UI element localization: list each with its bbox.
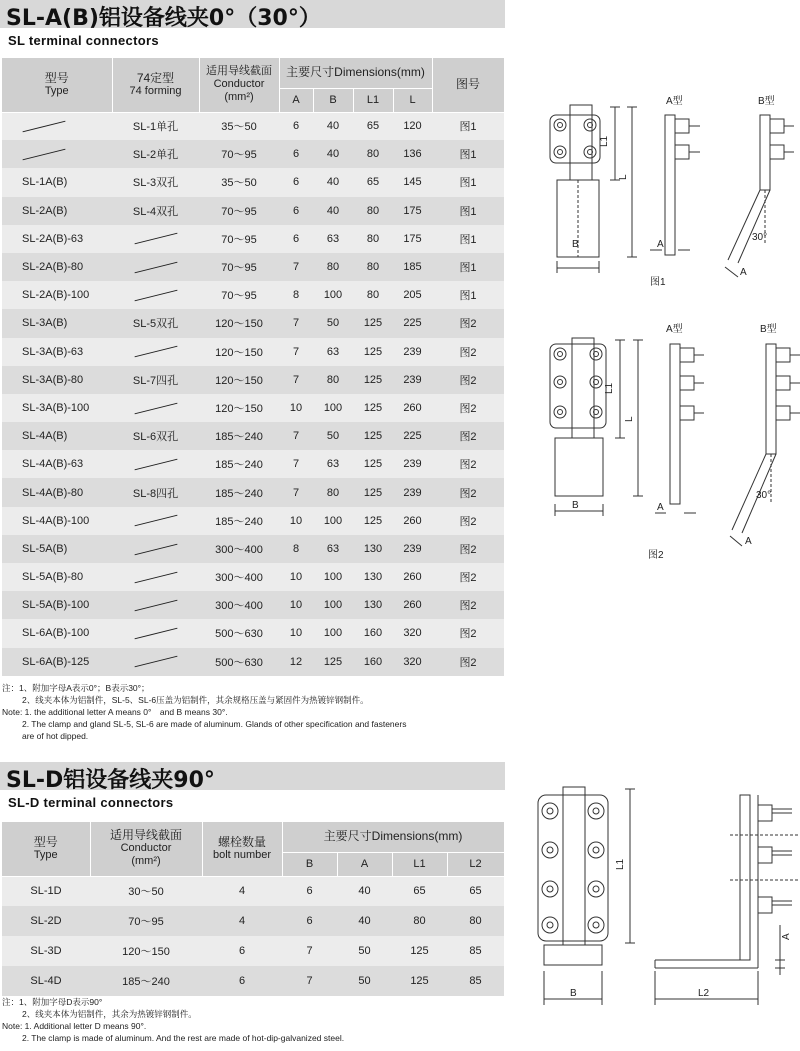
not-applicable-mark: [134, 628, 177, 640]
dim-a-cell: 6: [279, 112, 313, 140]
dim-l1-cell: 160: [353, 619, 393, 647]
dim-l-cell: 260: [393, 394, 432, 422]
table-row: [2, 563, 504, 591]
col-header-forming: 74定型 74 forming: [112, 58, 199, 112]
section2-note-4: 2. The clamp is made of aluminum. And the rest are made of hot-dip-galvanized steel.: [22, 1033, 345, 1043]
dim-a-cell: 12: [279, 648, 313, 676]
dim-l1-cell: 80: [353, 140, 393, 168]
forming-cell: [112, 507, 199, 535]
dim-a-cell: 10: [279, 507, 313, 535]
dim-l1-cell: 130: [353, 591, 393, 619]
dim-b-cell: 40: [313, 168, 353, 196]
figd-l1-label: L1: [615, 858, 626, 870]
section2-note-3: Note: 1. Additional letter D means 90°.: [2, 1021, 147, 1031]
dim-b-cell: 7: [282, 936, 337, 966]
conductor-cell: 70～95: [199, 281, 279, 309]
dim-l1-cell: 125: [353, 507, 393, 535]
conductor-cell: 70～95: [90, 906, 202, 936]
dim-l1-cell: 125: [353, 478, 393, 506]
table-row: [2, 966, 504, 996]
conductor-cell: 185～240: [199, 422, 279, 450]
fig2-l1-label: L1: [604, 382, 615, 394]
figd-a-label: A: [781, 933, 792, 940]
dim-b-cell: 63: [313, 338, 353, 366]
forming-cell: SL-1单孔: [112, 112, 199, 140]
figure-cell: 图2: [432, 591, 504, 619]
figd-b-label: B: [570, 988, 577, 999]
table-row: [2, 281, 504, 309]
forming-cell: SL-2单孔: [112, 140, 199, 168]
dim-b-cell: 100: [313, 507, 353, 535]
bolt-count-cell: 4: [202, 876, 282, 906]
conductor-cell: 185～240: [199, 450, 279, 478]
dim-l-cell: 175: [393, 197, 432, 225]
conductor-cell: 35～50: [199, 168, 279, 196]
col-header-b: B: [313, 88, 353, 112]
table-row: [2, 366, 504, 394]
dim-l2-cell: 80: [447, 906, 504, 936]
dim-a-cell: 40: [337, 906, 392, 936]
d-col-header-bolts: 螺栓数量 bolt number: [202, 822, 282, 876]
figure-cell: 图1: [432, 112, 504, 140]
type-cell: SL-2A(B)-63: [2, 225, 112, 253]
table-row: [2, 648, 504, 676]
dim-l-cell: 239: [393, 338, 432, 366]
dim-a-cell: 7: [279, 309, 313, 337]
col-header-dimensions: 主要尺寸Dimensions(mm): [279, 58, 432, 88]
d-col-header-l1: L1: [392, 852, 447, 876]
dim-b-cell: 63: [313, 225, 353, 253]
type-cell: SL-2A(B)-80: [2, 253, 112, 281]
figure-sl-d-drawing: [530, 775, 800, 1040]
dim-l-cell: 260: [393, 563, 432, 591]
fig2-type-a-label: A型: [666, 324, 683, 335]
not-applicable-mark: [134, 346, 177, 358]
dim-l1-cell: 160: [353, 648, 393, 676]
dim-a-cell: 50: [337, 936, 392, 966]
fig1-caption: 图1: [650, 277, 666, 288]
type-cell: SL-5A(B)-100: [2, 591, 112, 619]
dim-b-cell: 40: [313, 140, 353, 168]
dim-l2-cell: 85: [447, 966, 504, 996]
dim-l1-cell: 80: [392, 906, 447, 936]
dim-l2-cell: 65: [447, 876, 504, 906]
forming-cell: [112, 281, 199, 309]
type-cell: SL-3A(B)-100: [2, 394, 112, 422]
section2-note-2: 2、线夹本体为铝制件，其余为热镀锌钢制件。: [22, 1009, 197, 1019]
dim-l2-cell: 85: [447, 936, 504, 966]
type-cell: SL-6A(B)-100: [2, 619, 112, 647]
section1-note-5: are of hot dipped.: [22, 731, 89, 741]
forming-cell: SL-4双孔: [112, 197, 199, 225]
fig2-l-label: L: [624, 416, 635, 422]
not-applicable-mark: [134, 515, 177, 527]
fig2-caption: 图2: [648, 550, 664, 561]
dim-l1-cell: 125: [353, 422, 393, 450]
section1-subtitle: SL terminal connectors: [8, 33, 159, 48]
type-cell: SL-5A(B)-80: [2, 563, 112, 591]
conductor-cell: 70～95: [199, 140, 279, 168]
d-col-header-a: A: [337, 852, 392, 876]
dim-l-cell: 120: [393, 112, 432, 140]
dim-a-cell: 8: [279, 535, 313, 563]
dim-a-cell: 7: [279, 450, 313, 478]
table-row: [2, 309, 504, 337]
conductor-cell: 300～400: [199, 563, 279, 591]
dim-b-cell: 63: [313, 450, 353, 478]
dim-l1-cell: 80: [353, 197, 393, 225]
col-header-l: L: [393, 88, 432, 112]
forming-cell: SL-6双孔: [112, 422, 199, 450]
fig2-a-label: A: [657, 502, 664, 513]
d-col-header-dimensions: 主要尺寸Dimensions(mm): [282, 822, 504, 852]
type-cell: [2, 112, 112, 140]
dim-l-cell: 239: [393, 450, 432, 478]
dim-b-cell: 80: [313, 366, 353, 394]
figure-cell: 图1: [432, 197, 504, 225]
fig1-a-label: A: [657, 239, 664, 250]
dim-b-cell: 80: [313, 253, 353, 281]
dim-b-cell: 6: [282, 906, 337, 936]
type-cell: SL-3D: [2, 936, 90, 966]
type-cell: SL-2D: [2, 906, 90, 936]
dim-l1-cell: 125: [353, 309, 393, 337]
sl-ab-spec-table: [2, 58, 505, 676]
not-applicable-mark: [134, 290, 177, 302]
dim-a-cell: 6: [279, 168, 313, 196]
dim-l1-cell: 80: [353, 253, 393, 281]
conductor-cell: 120～150: [199, 366, 279, 394]
type-cell: SL-3A(B)-63: [2, 338, 112, 366]
type-cell: SL-1A(B): [2, 168, 112, 196]
table-row: [2, 591, 504, 619]
section1-note-4: 2. The clamp and gland SL-5, SL-6 are made of aluminum. Glands of other specification and fasteners: [22, 719, 407, 729]
dim-l1-cell: 130: [353, 563, 393, 591]
dim-l-cell: 225: [393, 422, 432, 450]
section1-note-3: Note: 1. the additional letter A means 0° and B means 30°.: [2, 707, 228, 717]
sl-d-spec-table: [2, 822, 505, 996]
dim-b-cell: 7: [282, 966, 337, 996]
not-applicable-mark: [134, 571, 177, 583]
table-row: [2, 619, 504, 647]
d-col-header-type: 型号 Type: [2, 822, 90, 876]
conductor-cell: 35～50: [199, 112, 279, 140]
table-row: [2, 168, 504, 196]
conductor-cell: 185～240: [199, 478, 279, 506]
dim-l1-cell: 80: [353, 225, 393, 253]
section1-notes: [2, 682, 406, 742]
forming-cell: [112, 591, 199, 619]
not-applicable-mark: [134, 402, 177, 414]
dim-b-cell: 40: [313, 197, 353, 225]
type-cell: SL-1D: [2, 876, 90, 906]
dim-a-cell: 7: [279, 478, 313, 506]
figure-cell: 图2: [432, 478, 504, 506]
dim-l-cell: 320: [393, 648, 432, 676]
figd-l2-label: L2: [698, 988, 710, 999]
not-applicable-mark: [134, 543, 177, 555]
not-applicable-mark: [134, 261, 177, 273]
section2-notes: [2, 996, 344, 1044]
conductor-cell: 120～150: [199, 338, 279, 366]
forming-cell: SL-3双孔: [112, 168, 199, 196]
dim-a-cell: 7: [279, 338, 313, 366]
figure-cell: 图2: [432, 450, 504, 478]
d-col-header-conductor: 适用导线截面 Conductor (mm²): [90, 822, 202, 876]
type-cell: SL-2A(B)-100: [2, 281, 112, 309]
fig1-l1-label: L1: [599, 135, 610, 147]
conductor-cell: 300～400: [199, 591, 279, 619]
conductor-cell: 300～400: [199, 535, 279, 563]
dim-b-cell: 80: [313, 478, 353, 506]
d-col-header-l2: L2: [447, 852, 504, 876]
dim-l1-cell: 65: [392, 876, 447, 906]
type-cell: SL-4A(B): [2, 422, 112, 450]
bolt-count-cell: 6: [202, 966, 282, 996]
dim-l-cell: 239: [393, 535, 432, 563]
type-cell: SL-4A(B)-63: [2, 450, 112, 478]
figure-2-drawing: [520, 318, 800, 568]
dim-b-cell: 40: [313, 112, 353, 140]
dim-a-cell: 6: [279, 197, 313, 225]
figure-cell: 图2: [432, 394, 504, 422]
bolt-count-cell: 6: [202, 936, 282, 966]
fig2-a2-label: A: [745, 536, 752, 547]
type-cell: [2, 140, 112, 168]
figure-cell: 图2: [432, 563, 504, 591]
figure-cell: 图1: [432, 168, 504, 196]
conductor-cell: 30～50: [90, 876, 202, 906]
figure-cell: 图1: [432, 281, 504, 309]
figure-cell: 图2: [432, 422, 504, 450]
dim-a-cell: 10: [279, 563, 313, 591]
bolt-count-cell: 4: [202, 906, 282, 936]
type-cell: SL-4D: [2, 966, 90, 996]
table-row: [2, 253, 504, 281]
conductor-cell: 120～150: [199, 309, 279, 337]
type-cell: SL-3A(B)-80: [2, 366, 112, 394]
table-row: [2, 197, 504, 225]
dim-l-cell: 239: [393, 478, 432, 506]
dim-l1-cell: 125: [392, 936, 447, 966]
fig1-l-label: L: [618, 174, 629, 180]
type-cell: SL-4A(B)-100: [2, 507, 112, 535]
table-row: [2, 906, 504, 936]
dim-b-cell: 63: [313, 535, 353, 563]
table-row: [2, 507, 504, 535]
forming-cell: [112, 535, 199, 563]
dim-l1-cell: 125: [353, 450, 393, 478]
dim-a-cell: 6: [279, 225, 313, 253]
figure-cell: 图2: [432, 507, 504, 535]
forming-cell: SL-8四孔: [112, 478, 199, 506]
table-row: [2, 338, 504, 366]
dim-b-cell: 100: [313, 563, 353, 591]
dim-a-cell: 10: [279, 619, 313, 647]
figure-1-drawing: [520, 85, 800, 295]
dim-l-cell: 260: [393, 591, 432, 619]
conductor-cell: 70～95: [199, 225, 279, 253]
not-applicable-mark: [134, 656, 177, 668]
figure-cell: 图1: [432, 225, 504, 253]
dim-b-cell: 125: [313, 648, 353, 676]
dim-l1-cell: 125: [392, 966, 447, 996]
fig1-b-label: B: [572, 239, 579, 250]
figure-cell: 图2: [432, 309, 504, 337]
table-row: [2, 450, 504, 478]
forming-cell: [112, 338, 199, 366]
dim-b-cell: 6: [282, 876, 337, 906]
figure-cell: 图1: [432, 253, 504, 281]
forming-cell: [112, 253, 199, 281]
figure-cell: 图1: [432, 140, 504, 168]
dim-l1-cell: 125: [353, 394, 393, 422]
figure-cell: 图2: [432, 535, 504, 563]
dim-l-cell: 205: [393, 281, 432, 309]
not-applicable-mark: [23, 121, 66, 133]
figure-cell: 图2: [432, 366, 504, 394]
col-header-figure: 图号: [432, 58, 504, 112]
figure-cell: 图2: [432, 619, 504, 647]
dim-l-cell: 239: [393, 366, 432, 394]
dim-b-cell: 50: [313, 422, 353, 450]
table-row: [2, 394, 504, 422]
dim-l1-cell: 65: [353, 112, 393, 140]
figure-cell: 图2: [432, 648, 504, 676]
dim-a-cell: 7: [279, 366, 313, 394]
conductor-cell: 120～150: [90, 936, 202, 966]
col-header-l1: L1: [353, 88, 393, 112]
dim-b-cell: 100: [313, 619, 353, 647]
table-row: [2, 535, 504, 563]
dim-a-cell: 6: [279, 140, 313, 168]
conductor-cell: 120～150: [199, 394, 279, 422]
dim-l1-cell: 65: [353, 168, 393, 196]
conductor-cell: 185～240: [90, 966, 202, 996]
dim-b-cell: 100: [313, 281, 353, 309]
dim-l-cell: 320: [393, 619, 432, 647]
dim-a-cell: 10: [279, 591, 313, 619]
dim-a-cell: 7: [279, 422, 313, 450]
table-row: [2, 422, 504, 450]
section1-note-1: 注：1、附加字母A表示0°；B表示30°；: [2, 683, 150, 693]
forming-cell: [112, 394, 199, 422]
conductor-cell: 70～95: [199, 253, 279, 281]
dim-l-cell: 136: [393, 140, 432, 168]
table-row: [2, 140, 504, 168]
table-row: [2, 936, 504, 966]
dim-b-cell: 100: [313, 591, 353, 619]
section1-title: SL-A(B)铝设备线夹0°（30°）: [6, 6, 321, 31]
dim-l1-cell: 125: [353, 338, 393, 366]
table-row: [2, 876, 504, 906]
fig1-type-a-label: A型: [666, 96, 683, 107]
col-header-type: 型号 Type: [2, 58, 112, 112]
section2-title: SL-D铝设备线夹90°: [6, 768, 215, 793]
table-row: [2, 112, 504, 140]
dim-a-cell: 8: [279, 281, 313, 309]
col-header-a: A: [279, 88, 313, 112]
forming-cell: [112, 619, 199, 647]
dim-l-cell: 185: [393, 253, 432, 281]
conductor-cell: 70～95: [199, 197, 279, 225]
fig1-angle-label: 30°: [752, 232, 768, 243]
dim-l-cell: 260: [393, 507, 432, 535]
dim-l1-cell: 125: [353, 366, 393, 394]
dim-l-cell: 225: [393, 309, 432, 337]
not-applicable-mark: [134, 600, 177, 612]
fig2-b-label: B: [572, 500, 579, 511]
forming-cell: [112, 648, 199, 676]
section2-note-1: 注：1、附加字母D表示90°: [2, 997, 103, 1007]
dim-l-cell: 175: [393, 225, 432, 253]
type-cell: SL-2A(B): [2, 197, 112, 225]
not-applicable-mark: [23, 149, 66, 161]
not-applicable-mark: [134, 459, 177, 471]
table-row: [2, 225, 504, 253]
dim-a-cell: 10: [279, 394, 313, 422]
forming-cell: [112, 450, 199, 478]
dim-l1-cell: 130: [353, 535, 393, 563]
dim-b-cell: 50: [313, 309, 353, 337]
dim-l1-cell: 80: [353, 281, 393, 309]
figure-cell: 图2: [432, 338, 504, 366]
type-cell: SL-5A(B): [2, 535, 112, 563]
conductor-cell: 500～630: [199, 648, 279, 676]
dim-a-cell: 50: [337, 966, 392, 996]
fig1-type-b-label: B型: [758, 96, 775, 107]
not-applicable-mark: [134, 233, 177, 245]
section2-subtitle: SL-D terminal connectors: [8, 795, 174, 810]
fig2-angle-label: 30°: [756, 490, 772, 501]
type-cell: SL-4A(B)-80: [2, 478, 112, 506]
fig2-type-b-label: B型: [760, 324, 777, 335]
dim-b-cell: 100: [313, 394, 353, 422]
forming-cell: [112, 225, 199, 253]
table-row: [2, 478, 504, 506]
forming-cell: SL-7四孔: [112, 366, 199, 394]
forming-cell: SL-5双孔: [112, 309, 199, 337]
conductor-cell: 500～630: [199, 619, 279, 647]
dim-a-cell: 40: [337, 876, 392, 906]
dim-l-cell: 145: [393, 168, 432, 196]
type-cell: SL-3A(B): [2, 309, 112, 337]
d-col-header-b: B: [282, 852, 337, 876]
conductor-cell: 185～240: [199, 507, 279, 535]
section1-note-2: 2、线夹本体为铝制件，SL-5、SL-6压盖为铝制件，其余规格压盖与紧固件为热镀锌钢制件。: [22, 695, 369, 705]
fig1-a2-label: A: [740, 267, 747, 278]
dim-a-cell: 7: [279, 253, 313, 281]
type-cell: SL-6A(B)-125: [2, 648, 112, 676]
col-header-conductor: 适用导线截面 Conductor (mm²): [199, 58, 279, 112]
forming-cell: [112, 563, 199, 591]
